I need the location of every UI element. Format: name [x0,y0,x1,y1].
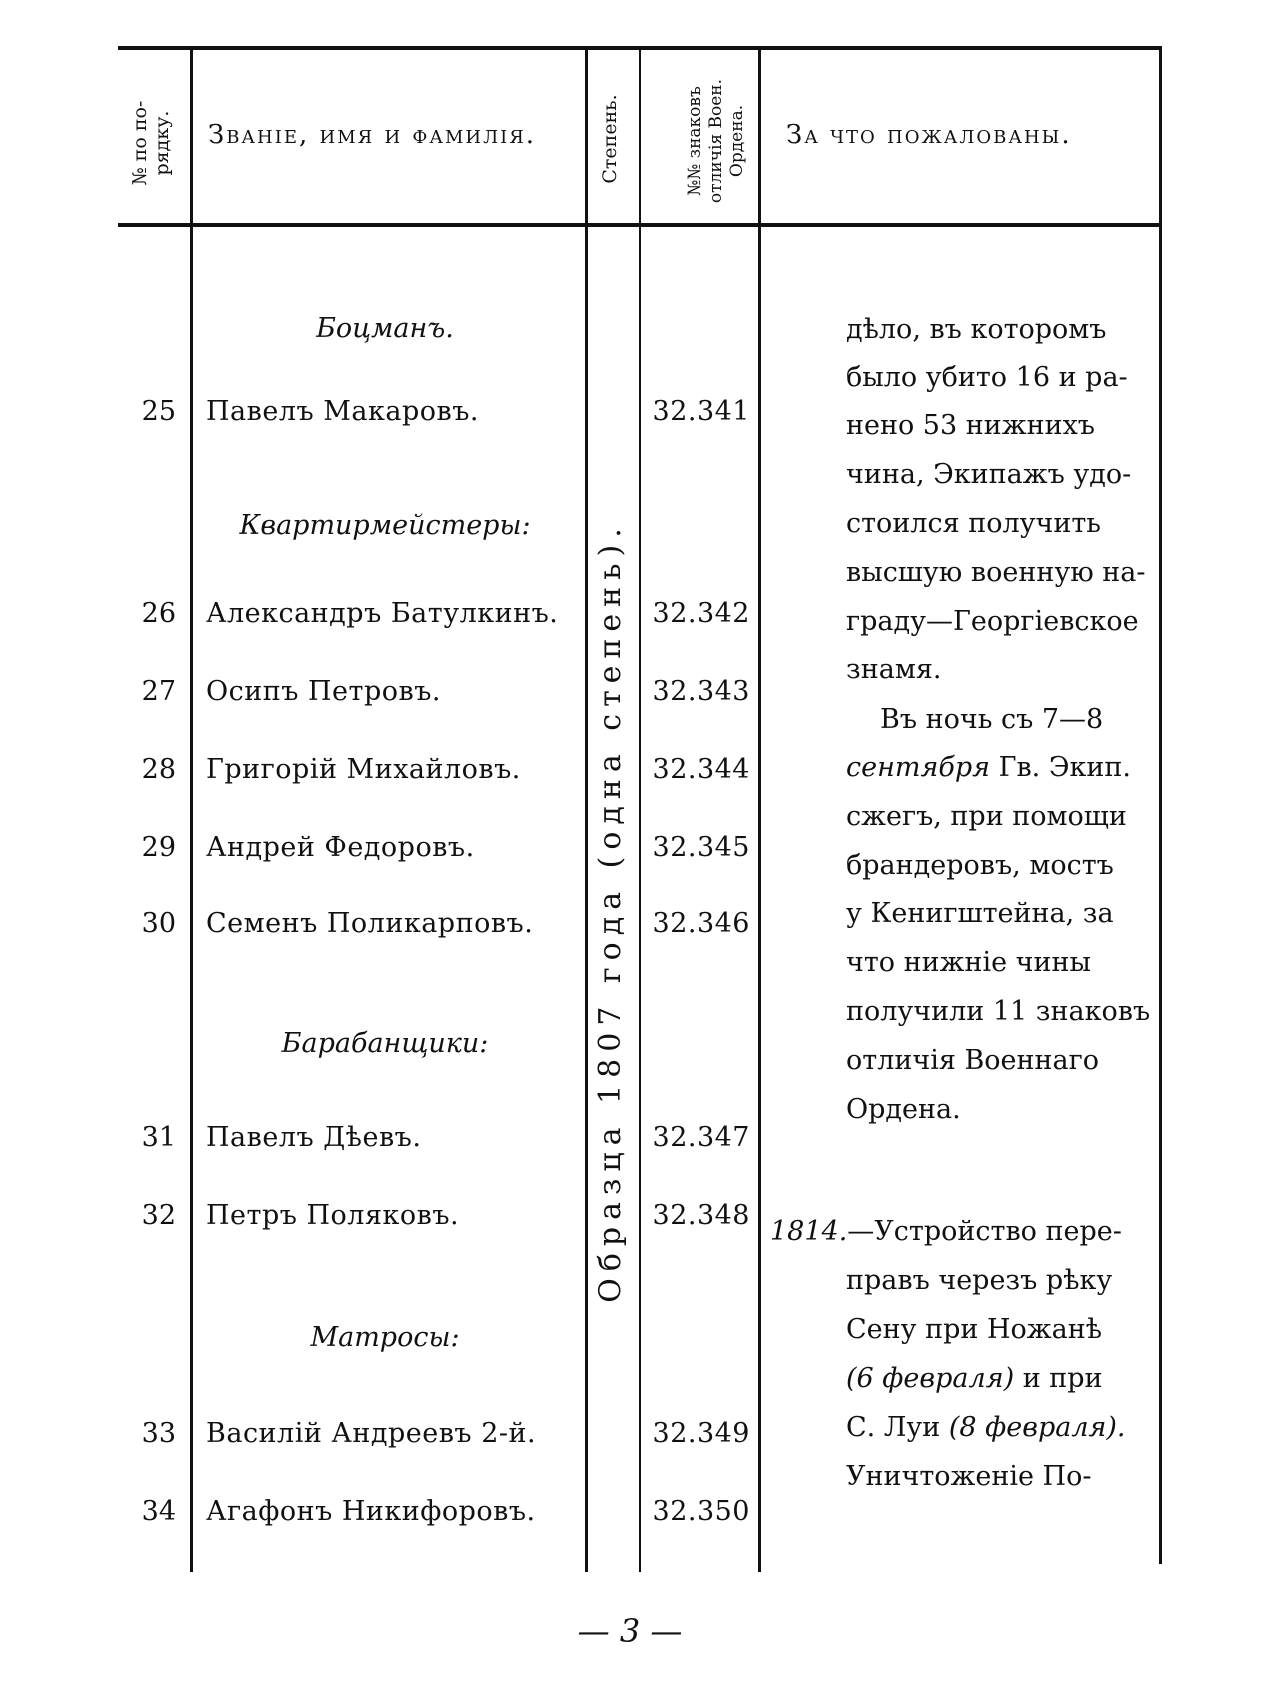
reason-line-rest: —Устройство пере- [847,1216,1122,1247]
reason-line: знамя. [846,654,942,685]
row-badge-number: 32.347 [652,1122,750,1153]
row-number: 33 [141,1418,176,1449]
row-badge-number: 32.343 [652,676,750,707]
header-col-number: № по по- рядку. [129,100,173,186]
reason-line: Уничтоженіе По- [846,1461,1092,1492]
reason-line: что нижніе чины [846,947,1091,978]
reason-line: правъ черезъ рѣку [846,1265,1113,1296]
row-name: Петръ Поляковъ. [206,1200,460,1231]
row-number: 34 [141,1496,176,1527]
row-name: Григорій Михайловъ. [206,754,521,785]
row-number: 29 [141,832,176,863]
column-divider-2 [585,50,588,1572]
row-number: 27 [141,676,176,707]
row-name: Семенъ Поликарповъ. [206,908,534,939]
reason-line: сжегъ, при помощи [846,801,1127,832]
column-divider-4 [758,50,761,1572]
reason-line: высшую военную на- [846,557,1146,588]
degree-vertical-text: Образца 1807 года (одна степень). [593,521,628,1303]
row-badge-number: 32.342 [652,598,750,629]
row-number: 28 [141,754,176,785]
reason-line: брандеровъ, мостъ [846,850,1114,881]
reason-line-start: С. Луи [846,1412,949,1443]
header-col-name: Званіе, имя и фамилія. [208,120,537,150]
row-badge-number: 32.349 [652,1418,750,1449]
reason-line [846,1412,1126,1444]
row-number: 25 [141,396,176,427]
reason-line-rest: и при [1014,1363,1103,1394]
header-col-badge-numbers: №№ знаковъ отличія Воен. Ордена. [685,78,747,204]
row-badge-number: 32.350 [652,1496,750,1527]
group-quartermasters: Квартирмейстеры: [239,510,531,541]
reason-year-italic: 1814. [770,1216,848,1247]
row-number: 32 [141,1200,176,1231]
reason-date-italic: (8 февраля). [948,1412,1126,1443]
reason-line: граду—Георгіевское [846,606,1139,637]
reason-line: дѣло, въ которомъ [846,314,1107,345]
reason-line: было убито 16 и ра- [846,362,1128,393]
row-name: Павелъ Макаровъ. [206,396,479,427]
reason-line-rest: Гв. Экип. [990,752,1131,783]
reason-line [846,752,1131,784]
reason-line [770,1216,1122,1248]
reason-date-italic: (6 февраля) [846,1363,1015,1394]
row-name: Андрей Федоровъ. [206,832,475,863]
header-col-degree: Степень. [599,94,621,184]
reason-line: нено 53 нижнихъ [846,410,1095,441]
reason-line: отличія Военнаго [846,1045,1100,1076]
row-name: Павелъ Дѣевъ. [206,1122,422,1153]
row-badge-number: 32.345 [652,832,750,863]
row-badge-number: 32.341 [652,396,750,427]
row-number: 26 [141,598,176,629]
group-sailors: Матросы: [310,1322,460,1353]
row-name: Агафонъ Никифоровъ. [206,1496,536,1527]
row-badge-number: 32.348 [652,1200,750,1231]
reason-date-italic: сентября [846,752,991,783]
header-col-reason: За что пожалованы. [786,120,1072,150]
row-number: 31 [141,1122,176,1153]
reason-line: стоился получить [846,508,1101,539]
row-name: Василій Андреевъ 2-й. [206,1418,537,1449]
right-border [1159,46,1162,1564]
row-badge-number: 32.344 [652,754,750,785]
row-name: Осипъ Петровъ. [206,676,441,707]
row-badge-number: 32.346 [652,908,750,939]
reason-line: Сену при Ножанѣ [846,1314,1102,1345]
group-drummers: Барабанщики: [281,1028,489,1059]
group-boatswain: Боцманъ. [316,313,454,344]
reason-line: чина, Экипажъ удо- [846,459,1132,490]
reason-line: Ордена. [846,1094,961,1125]
page-number: — 3 — [577,1612,683,1650]
column-divider-3 [639,50,641,1572]
reason-line [846,1363,1103,1395]
row-name: Александръ Батулкинъ. [206,598,559,629]
row-number: 30 [141,908,176,939]
reason-line: Въ ночь съ 7—8 [880,704,1104,735]
reason-line: у Кенигштейна, за [846,898,1114,929]
reason-line: получили 11 знаковъ [846,996,1151,1027]
